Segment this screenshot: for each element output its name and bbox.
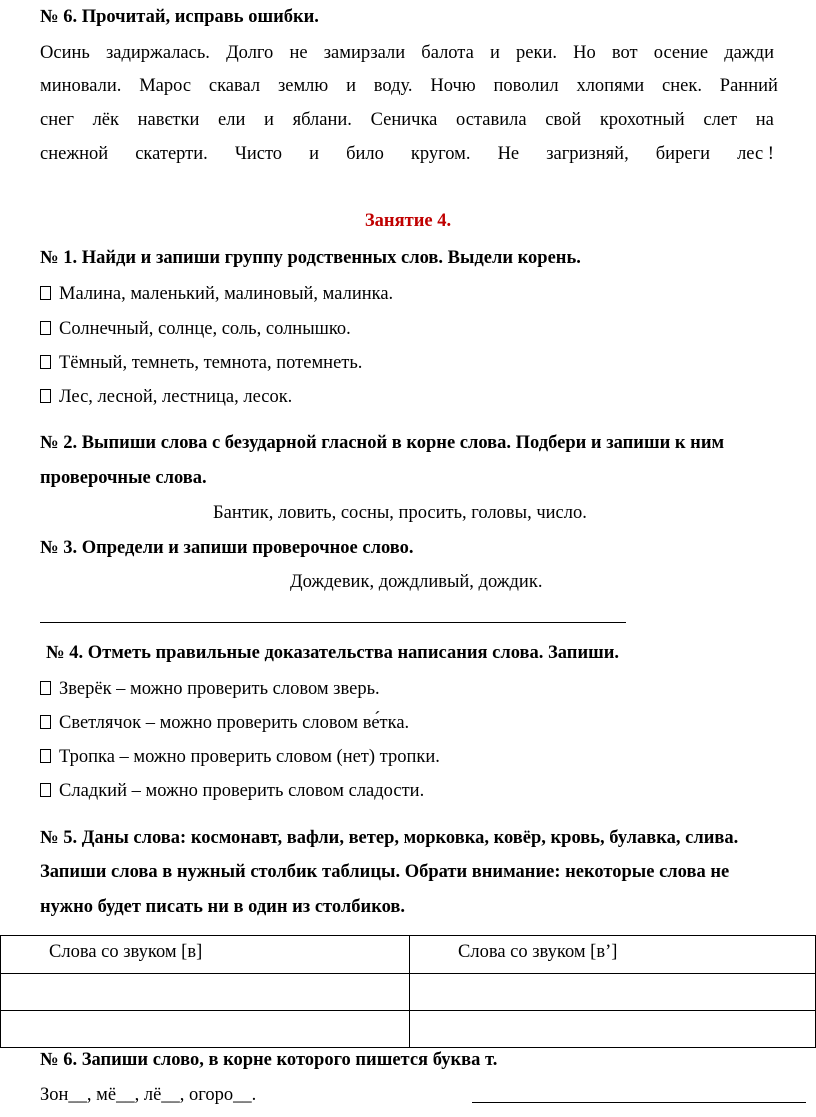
ex6-word: скавал (208, 76, 261, 96)
ex1-title: № 1. Найди и запиши группу родственных слов. Выдели корень. (40, 248, 581, 268)
table-cell[interactable] (410, 1011, 816, 1048)
ex6-word: воду. (373, 76, 413, 96)
ex6-word: Не (497, 144, 520, 164)
ex4-option[interactable]: Зверёк – можно проверить словом зверь. (40, 678, 380, 700)
ex6-word: дажди (724, 43, 774, 63)
answer-line[interactable] (472, 1102, 806, 1103)
ex6-word: навєтки (137, 110, 200, 130)
ex6-word: миновали. (40, 76, 122, 96)
answer-line[interactable] (40, 622, 626, 623)
ex6-word: Осинь (40, 43, 90, 63)
ex6-word: Но (573, 43, 596, 63)
table-cell[interactable] (1, 1011, 410, 1048)
ex6-word: хлопями (576, 76, 645, 96)
ex6-word: лес ! (737, 144, 774, 164)
ex6-word: загризняй, (546, 144, 629, 164)
ex6-word: скатерти. (135, 144, 208, 164)
ex6-word: Ночю (430, 76, 476, 96)
table-cell[interactable] (410, 974, 816, 1011)
ex5-line2: Запиши слова в нужный столбик таблицы. Обрати внимание: некоторые слова не (40, 862, 730, 882)
sound-table (0, 935, 816, 1048)
checkbox-icon[interactable] (40, 286, 51, 300)
ex6-word: лёк (92, 110, 119, 130)
ex6-word: снег (40, 110, 74, 130)
checkbox-icon[interactable] (40, 389, 51, 403)
ex6-word: реки. (516, 43, 557, 63)
ex6-word: снек. (662, 76, 702, 96)
ex6-word: биреги (655, 144, 711, 164)
ex6-word: крохотный (599, 110, 685, 130)
ex2-words: Бантик, ловить, сосны, просить, головы, число. (213, 503, 587, 523)
ex5-line3: нужно будет писать ни в один из столбиков. (40, 897, 406, 917)
ex6-word: ели (218, 110, 246, 130)
ex6-word: и (309, 144, 320, 164)
ex5-line1: № 5. Даны слова: космонавт, вафли, ветер, морковка, ковёр, кровь, булавка, слива. (40, 828, 739, 848)
ex6-word: Сеничка (370, 110, 438, 130)
ex6-word: не (289, 43, 308, 63)
ex4-option[interactable]: Светлячок – можно проверить словом ве́тка. (40, 712, 409, 734)
ex1-option[interactable]: Тёмный, темнеть, темнота, потемнеть. (40, 352, 362, 374)
ex6-line (40, 143, 774, 165)
ex6-word: било (346, 144, 384, 164)
ex6-word: Чисто (234, 144, 283, 164)
ex1-option[interactable]: Малина, маленький, малиновый, малинка. (40, 283, 393, 305)
checkbox-icon[interactable] (40, 715, 51, 729)
ex6-word: яблани. (292, 110, 352, 130)
ex4-option[interactable]: Сладкий – можно проверить словом сладости. (40, 780, 424, 802)
ex6-line (40, 75, 778, 97)
checkbox-icon[interactable] (40, 681, 51, 695)
ex6b-title: № 6. Запиши слово, в корне которого пишется буква т. (40, 1050, 498, 1070)
lesson-title: Занятие 4. (364, 211, 452, 231)
ex6-word: и (489, 43, 500, 63)
ex6-word: Марос (139, 76, 192, 96)
ex6b-words: Зон__, мё__, лё__, огоро__. (40, 1085, 257, 1105)
ex6-word: Долго (226, 43, 274, 63)
ex6-word: на (755, 110, 774, 130)
checkbox-icon[interactable] (40, 321, 51, 335)
ex6-word: землю (277, 76, 329, 96)
ex6-word: поволил (493, 76, 559, 96)
ex6-word: и (264, 110, 274, 130)
checkbox-icon[interactable] (40, 355, 51, 369)
ex6-line (40, 109, 774, 131)
ex6-word: снежной (40, 144, 109, 164)
ex3-words: Дождевик, дождливый, дождик. (290, 572, 543, 592)
ex6-word: оставила (456, 110, 527, 130)
ex6-word: и (346, 76, 356, 96)
ex4-option[interactable]: Тропка – можно проверить словом (нет) тропки. (40, 746, 440, 768)
ex6-word: свой (545, 110, 582, 130)
ex1-option[interactable]: Лес, лесной, лестница, лесок. (40, 386, 292, 408)
ex2-title-line2: проверочные слова. (40, 468, 207, 488)
checkbox-icon[interactable] (40, 749, 51, 763)
ex6-word: задиржалась. (105, 43, 210, 63)
ex1-option[interactable]: Солнечный, солнце, соль, солнышко. (40, 318, 351, 340)
ex6-word: слет (703, 110, 738, 130)
ex3-title: № 3. Определи и запиши проверочное слово. (40, 538, 414, 558)
ex4-title: № 4. Отметь правильные доказательства написания слова. Запиши. (46, 643, 620, 663)
ex6-title: № 6. Прочитай, исправь ошибки. (40, 7, 319, 27)
ex6-word: Ранний (719, 76, 778, 96)
ex6-word: замирзали (323, 43, 406, 63)
ex6-word: вот (611, 43, 638, 63)
table-cell[interactable] (1, 974, 410, 1011)
ex6-word: осение (653, 43, 709, 63)
table-header-v-soft: Слова со звуком [в’] (410, 936, 816, 974)
ex2-title-line1: № 2. Выпиши слова с безударной гласной в корне слова. Подбери и запиши к ним (40, 433, 725, 453)
table-header-v: Слова со звуком [в] (1, 936, 410, 974)
checkbox-icon[interactable] (40, 783, 51, 797)
ex6-line (40, 42, 774, 64)
ex6-word: кругом. (410, 144, 471, 164)
ex6-word: балота (421, 43, 474, 63)
